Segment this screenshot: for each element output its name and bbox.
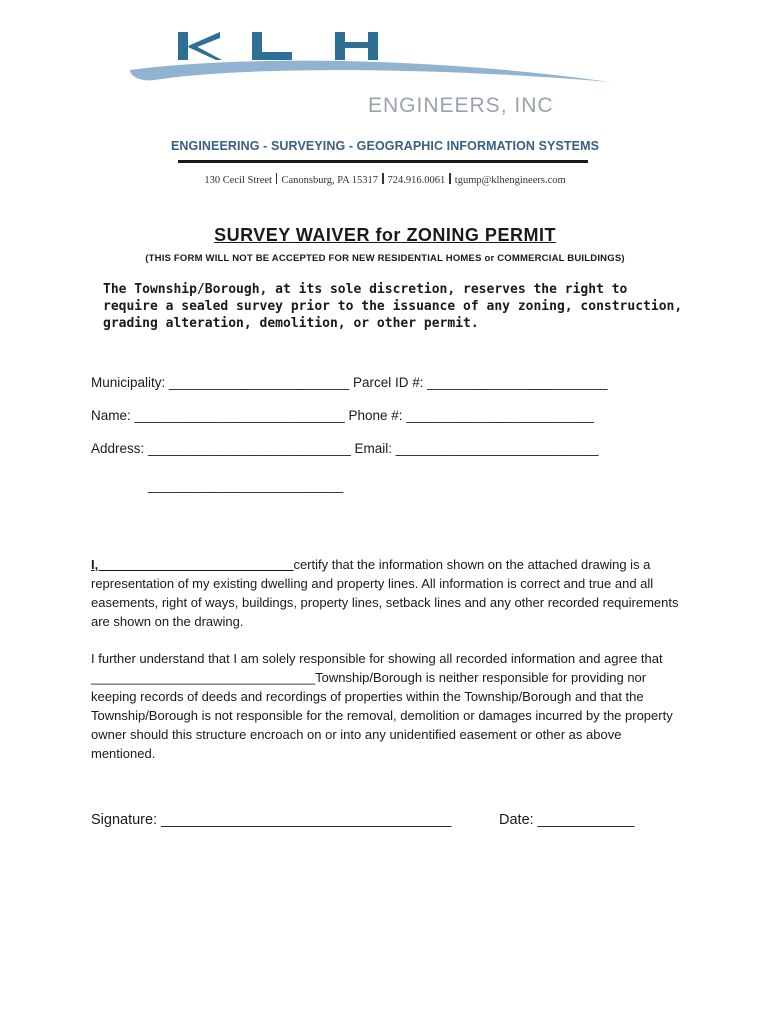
- address-field[interactable]: Address: ___________________________: [91, 441, 351, 456]
- certification-paragraph: [91, 555, 681, 631]
- signature-field[interactable]: Signature: ____________________________________: [91, 812, 452, 828]
- address-street: 130 Cecil Street: [204, 175, 272, 186]
- township-name-field[interactable]: _______________________________: [91, 670, 316, 685]
- phone-field[interactable]: Phone #: _________________________: [348, 408, 595, 423]
- address-phone: 724.916.0061: [387, 175, 446, 186]
- responsibility-paragraph: [91, 649, 681, 763]
- address-city: Canonsburg, PA 15317: [281, 175, 379, 186]
- date-field[interactable]: Date: ____________: [499, 812, 635, 828]
- form-intro: The Township/Borough, at its sole discretion, reserves the right to require a sealed survey prior to the issuance of any zoning, construction, grading alteration, demolition, or other permit.: [103, 282, 683, 331]
- address-email: tgump@klhengineers.com: [454, 175, 566, 186]
- company-tagline: ENGINEERING - SURVEYING - GEOGRAPHIC INFORMATION SYSTEMS: [170, 139, 600, 153]
- responsibility-text-2: Township/Borough is neither responsible for providing nor keeping records of deeds and recordings of properties within the Township/Borough and that the Township/Borough is not responsible for the removal, demolition or damages incurred by the property owner should this structure encroach on or into any unidentified easement or other as above mentioned.: [91, 670, 673, 761]
- separator: [382, 173, 384, 184]
- company-address: [0, 173, 770, 186]
- responsibility-text-1: I further understand that I am solely responsible for showing all recorded information and agree that: [91, 651, 663, 666]
- email-field[interactable]: Email: ___________________________: [354, 441, 599, 456]
- certification-text: certify that the information shown on the attached drawing is a representation of my existing dwelling and property lines. All information is correct and true and all easements, right of ways, buildings, property lines, setback lines and any other recorded requirements are shown on the drawing.: [91, 557, 679, 629]
- separator: [449, 173, 451, 184]
- field-row-1: [91, 375, 607, 390]
- separator: [276, 173, 278, 184]
- klh-logo: [125, 22, 615, 122]
- logo-swoosh: [130, 61, 610, 82]
- municipality-field[interactable]: Municipality: ________________________: [91, 375, 350, 390]
- field-row-3: [91, 441, 599, 456]
- address-line2-field[interactable]: __________________________: [148, 478, 344, 493]
- klh-letters: [178, 32, 378, 60]
- header-divider: [178, 160, 588, 163]
- form-title: SURVEY WAIVER for ZONING PERMIT: [214, 225, 556, 245]
- name-field[interactable]: Name: ____________________________: [91, 408, 345, 423]
- field-row-2: [91, 408, 594, 423]
- parcel-id-field[interactable]: Parcel ID #: ________________________: [353, 375, 608, 390]
- logo-subtitle: ENGINEERS, INC: [368, 94, 554, 117]
- form-subtitle: (THIS FORM WILL NOT BE ACCEPTED FOR NEW RESIDENTIAL HOMES or COMMERCIAL BUILDINGS): [145, 253, 625, 264]
- certifier-name-field[interactable]: I,___________________________: [91, 557, 294, 572]
